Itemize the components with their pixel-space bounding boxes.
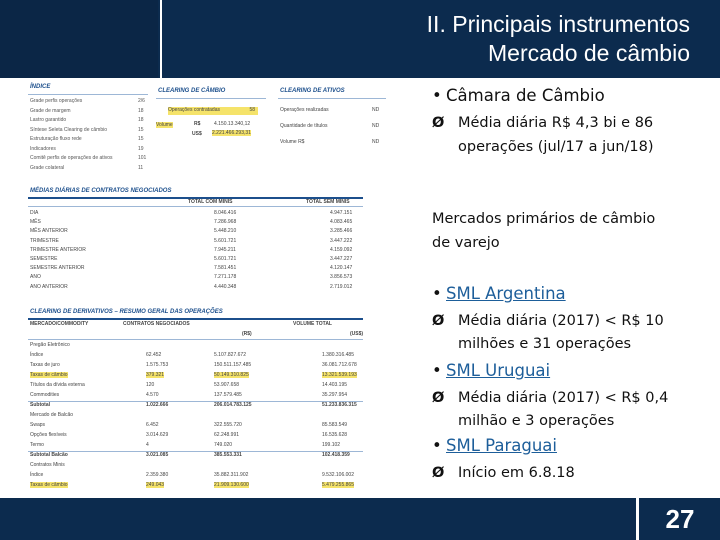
derivativos-row-label: Taxas de juro (30, 362, 60, 368)
cambio-title: CLEARING DE CÂMBIO (158, 88, 226, 94)
derivativos-row-rs: 5.107.827.672 (214, 352, 246, 358)
derivativos-row-rs: 62.248.991 (214, 432, 240, 438)
cambio-volume-rs: 4.150.13.340,12 (214, 121, 251, 127)
derivativos-row-rs: 21.909.130.600 (214, 482, 249, 488)
medias-row-v2: 4.947.151 (330, 210, 353, 216)
bullet-camara (432, 86, 605, 105)
indice-page: 19 (138, 145, 144, 152)
derivativos-row-contratos: 379.321 (146, 372, 165, 378)
indice-page: 15 (138, 126, 144, 133)
medias-row-label: DIA (30, 210, 39, 216)
derivativos-row-us: 85.583.549 (322, 422, 348, 428)
derivativos-row-us: 5.479.255.865 (322, 482, 354, 488)
derivativos-row-us: 14.403.195 (322, 382, 348, 388)
derivativos-row-label: Commodities (30, 392, 60, 398)
derivativos-row-us: 199.102 (322, 442, 341, 448)
link-sml-argentina[interactable]: SML Argentina (446, 284, 566, 303)
medias-row-v2: 3.447.227 (330, 256, 353, 262)
indice-item: Síntese Seleta Clearing de câmbio (30, 126, 107, 133)
sub-bullet-uruguai-2: milhão e 3 operações (458, 413, 615, 429)
medias-row-v2: 3.856.573 (330, 274, 353, 281)
arrow-icon: Ø (432, 390, 445, 406)
derivativos-row-contratos: 4.570 (146, 392, 159, 398)
derivativos-row-rs: 53.907.658 (214, 382, 240, 388)
cambio-volume-us: 2.221.466.293,31 (212, 130, 251, 136)
slide-title (427, 10, 690, 68)
medias-row-v1: 4.440.348 (214, 283, 237, 290)
derivativos-row-us: 16.535.628 (322, 432, 348, 438)
medias-row-label: ANO (30, 274, 41, 281)
derivativos-row-rs: 137.579.485 (214, 392, 242, 398)
derivativos-row-contratos: 3.014.629 (146, 432, 169, 438)
indice-page: 18 (138, 107, 144, 114)
derivativos-row-label: Pregão Eletrônico (30, 342, 70, 348)
arrow-icon: Ø (432, 465, 445, 481)
derivativos-row-label: Swaps (30, 422, 46, 428)
ativos-label-3: Volume R$ (280, 139, 305, 145)
indice-item: Grade colateral (30, 164, 65, 171)
derivativos-row-rs: 749.020 (214, 442, 233, 448)
sub-bullet-paraguai: Ø Início em 6.8.18 (432, 462, 575, 484)
derivativos-row-us: 36.081.712.678 (322, 362, 357, 368)
medias-title: MÉDIAS DIÁRIAS DE CONTRATOS NEGOCIADOS (30, 188, 172, 194)
derivativos-row-rs: 385.553.331 (214, 452, 242, 458)
bullet-paraguai (432, 436, 557, 455)
derivativos-row-contratos: 4 (146, 442, 149, 448)
sub-bullet-camara-1: Ø Média diária R$ 4,3 bi e 86 (432, 112, 653, 134)
indice-item: Lastro garantido (30, 117, 67, 123)
ativos-value-2: ND (372, 123, 380, 129)
derivativos-row-label: Opções flexíveis (30, 432, 67, 438)
medias-row-label: SEMESTRE (30, 256, 58, 262)
derivativos-row-label: Índice (30, 352, 44, 358)
sub-bullet-argentina-2: milhões e 31 operações (458, 336, 632, 352)
indice-item: Comitê perfis de operações de ativos (30, 155, 113, 161)
indice-item: Grade perfis operações (30, 98, 83, 104)
derivativos-row-rs: 50.149.310.825 (214, 372, 249, 378)
slide-title-line-1: II. Principais instrumentos (426, 11, 690, 37)
header-divider (160, 0, 162, 78)
sub-bullet-uruguai-1: Ø Média diária (2017) < R$ 0,4 (432, 387, 668, 409)
medias-row-label: MÊS ANTERIOR (30, 228, 68, 235)
indice-title: ÍNDICE (30, 84, 51, 90)
indice-page: 15 (138, 136, 144, 142)
medias-row-v2: 4.120.147 (330, 265, 353, 272)
derivativos-unit-rs: (R$) (242, 331, 252, 337)
sub-bullet-argentina-1: Ø Média diária (2017) < R$ 10 (432, 310, 664, 332)
medias-row-v2: 4.083.465 (330, 219, 353, 226)
arrow-icon: Ø (432, 313, 445, 329)
derivativos-row-contratos: 62.452 (146, 352, 162, 358)
indice-item: Indicadores (30, 145, 56, 152)
clearing-report-panel (28, 78, 398, 498)
cambio-ops-row: Operações contratadas 58 (168, 107, 258, 115)
medias-row-v2: 3.285.466 (330, 228, 353, 235)
bullet-icon: • (432, 86, 442, 105)
divider (156, 98, 266, 99)
cambio-volume-label: Volume (156, 122, 173, 128)
divider (28, 206, 363, 207)
cambio-currency-rs: R$ (194, 121, 201, 127)
divider (28, 94, 148, 95)
bullet-icon: • (432, 436, 442, 455)
derivativos-row-contratos: 6.452 (146, 422, 159, 428)
bullet-argentina (432, 284, 566, 303)
ativos-title: CLEARING DE ATIVOS (280, 88, 345, 94)
link-sml-paraguai[interactable]: SML Paraguai (446, 436, 557, 455)
divider (28, 451, 363, 452)
mercados-line-1: Mercados primários de câmbio (432, 211, 656, 227)
mercados-line-2: de varejo (432, 235, 500, 251)
derivativos-row-us: 102.418.359 (322, 452, 350, 458)
ativos-value-1: ND (372, 107, 380, 113)
derivativos-row-contratos: 3.021.085 (146, 452, 169, 458)
medias-row-v1: 5.601.721 (214, 256, 237, 262)
indice-page: 101 (138, 155, 147, 161)
derivativos-row-us: 13.321.539.193 (322, 372, 357, 378)
derivativos-unit-us: (US$) (350, 331, 364, 337)
footer-divider (636, 498, 639, 540)
slide-title-line-2: Mercado de câmbio (488, 40, 690, 66)
derivativos-row-label: Termo (30, 442, 44, 448)
arrow-icon: Ø (432, 115, 445, 131)
medias-row-v2: 4.159.092 (330, 246, 353, 253)
derivativos-row-rs: 35.882.311.902 (214, 472, 249, 478)
medias-row-v1: 5.448.210 (214, 228, 237, 235)
derivativos-row-us: 51.233.836.315 (322, 402, 357, 408)
divider (278, 98, 386, 99)
medias-row-v2: 2.719.012 (330, 283, 353, 290)
medias-row-label: TRIMESTRE ANTERIOR (30, 246, 86, 253)
derivativos-col-mercado: MERCADO/COMMODITY (30, 321, 89, 327)
derivativos-row-contratos: 1.022.666 (146, 402, 169, 408)
ativos-label-2: Quantidade de títulos (280, 123, 328, 129)
medias-row-v1: 7.581.451 (214, 265, 237, 272)
bullet-camara-text: Câmara de Câmbio (446, 86, 605, 105)
derivativos-row-us: 1.380.316.485 (322, 352, 354, 358)
derivativos-row-rs: 322.555.720 (214, 422, 242, 428)
medias-row-v1: 8.046.416 (214, 210, 237, 216)
derivativos-row-label: Mercado de Balcão (30, 412, 74, 418)
derivativos-row-contratos: 249.043 (146, 482, 165, 488)
derivativos-row-label: Subtotal Balcão (30, 452, 68, 458)
derivativos-row-rs: 206.014.783.125 (214, 402, 252, 408)
medias-row-label: SEMESTRE ANTERIOR (30, 265, 85, 272)
indice-item: Estruturação fluxo rede (30, 136, 82, 142)
derivativos-row-label: Subtotal (30, 402, 50, 408)
cambio-currency-us: US$ (192, 131, 202, 137)
divider (28, 401, 363, 402)
medias-col1-header: TOTAL COM MINIS (188, 199, 233, 205)
indice-page: 2/6 (138, 98, 145, 104)
medias-col2-header: TOTAL SEM MINIS (306, 199, 350, 205)
ativos-label-1: Operações realizadas (280, 107, 329, 113)
medias-row-v1: 7.271.178 (214, 274, 237, 281)
derivativos-row-label: Índice (30, 472, 44, 478)
link-sml-uruguai[interactable]: SML Uruguai (446, 361, 551, 380)
derivativos-row-label: Taxas de câmbio (30, 482, 68, 488)
bullet-icon: • (432, 284, 442, 303)
medias-row-label: ANO ANTERIOR (30, 283, 68, 290)
derivativos-col-contratos: CONTRATOS NEGOCIADOS (123, 321, 190, 327)
derivativos-row-label: Títulos da dívida externa (30, 382, 85, 388)
medias-row-v2: 3.447.222 (330, 237, 353, 244)
divider (28, 339, 363, 340)
footer-bar (0, 498, 720, 540)
medias-row-v1: 7.945.211 (214, 246, 236, 253)
bullet-uruguai (432, 361, 550, 380)
medias-row-v1: 7.286.968 (214, 219, 237, 226)
divider (28, 318, 363, 320)
ativos-value-3: ND (372, 139, 380, 145)
derivativos-row-label: Contratos Minis (30, 462, 65, 468)
header-left-block (0, 0, 158, 78)
derivativos-row-contratos: 2.359.380 (146, 472, 169, 478)
medias-row-v1: 5.601.721 (214, 237, 237, 244)
page-number: 27 (665, 504, 695, 534)
derivativos-row-us: 35.297.954 (322, 392, 348, 398)
sub-bullet-camara-2: operações (jul/17 a jun/18) (458, 139, 654, 155)
derivativos-row-contratos: 120 (146, 382, 155, 388)
bullet-icon: • (432, 361, 442, 380)
derivativos-title: CLEARING DE DERIVATIVOS – RESUMO GERAL DAS OPERAÇÕES (30, 309, 223, 315)
derivativos-row-contratos: 1.575.753 (146, 362, 169, 368)
derivativos-col-volume: VOLUME TOTAL (293, 321, 332, 327)
medias-row-label: TRIMESTRE (30, 237, 59, 244)
indice-page: 11 (138, 164, 144, 171)
indice-item: Grade de margem (30, 107, 71, 114)
indice-page: 18 (138, 117, 144, 123)
derivativos-row-rs: 150.511.157.485 (214, 362, 252, 368)
derivativos-row-us: 9.532.106.002 (322, 472, 354, 478)
medias-row-label: MÊS (30, 219, 41, 226)
derivativos-row-label: Taxas de câmbio (30, 372, 68, 378)
